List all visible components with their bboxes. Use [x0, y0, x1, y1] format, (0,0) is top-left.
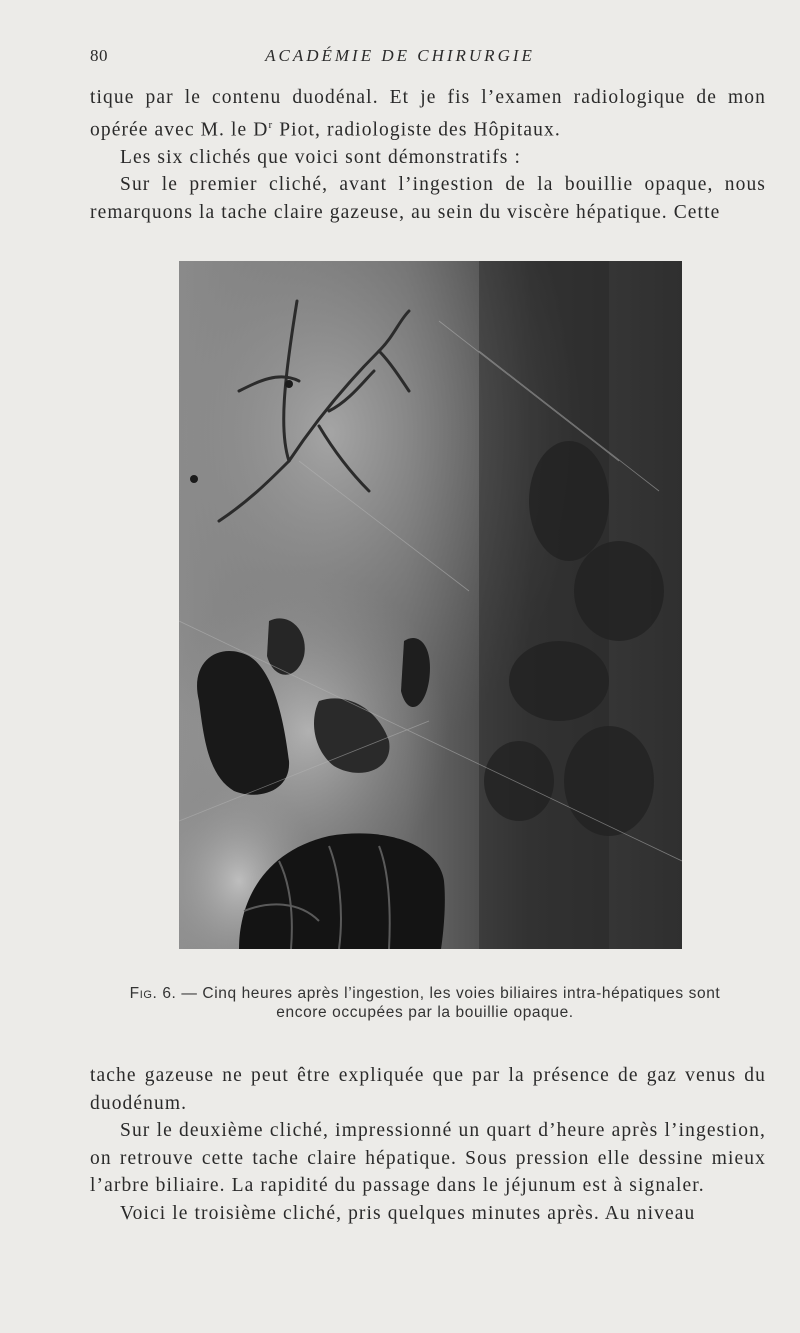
paragraph: tache gazeuse ne peut être expliquée que par la présence de gaz venus du duodénum.: [90, 1065, 766, 1114]
page-number: 80: [90, 46, 108, 65]
figure-caption: [110, 984, 740, 1022]
paragraph: Sur le premier cliché, avant l’ingestion de la bouillie opaque, nous remarquons la tache claire gazeuse, au sein du viscère hépatique. Cette: [90, 174, 766, 223]
bottom-text-block: [90, 1062, 766, 1227]
paragraph: [90, 84, 766, 144]
figure-caption-text: — Cinq heures après l’ingestion, les voies biliaires intra-hépatiques sont encore occupées par la bouillie opaque.: [181, 985, 721, 1021]
radiograph-figure: [179, 261, 682, 949]
paragraph-text: Piot, radiologiste des Hôpitaux.: [273, 119, 561, 140]
superscript: r: [268, 118, 274, 131]
paragraph: Sur le deuxième cliché, impressionné un quart d’heure après l’ingestion, on retrouve cette tache claire hépatique. Sous pression elle dessine mieux l’arbre biliaire. La rapidité du passage dans le jéjunum est à signaler.: [90, 1120, 766, 1196]
top-text-block: [90, 84, 766, 226]
radiograph-image: [179, 261, 682, 949]
figure-label: Fig. 6.: [129, 985, 177, 1002]
paragraph: Voici le troisième cliché, pris quelques minutes après. Au niveau: [120, 1202, 696, 1224]
paragraph-text: tique par le contenu duodénal. Et je fis l’examen radiologique de mon opérée avec M. le D: [90, 87, 766, 140]
running-head: ACADÉMIE DE CHIRURGIE: [265, 46, 535, 65]
paragraph: Les six clichés que voici sont démonstratifs :: [120, 146, 521, 168]
